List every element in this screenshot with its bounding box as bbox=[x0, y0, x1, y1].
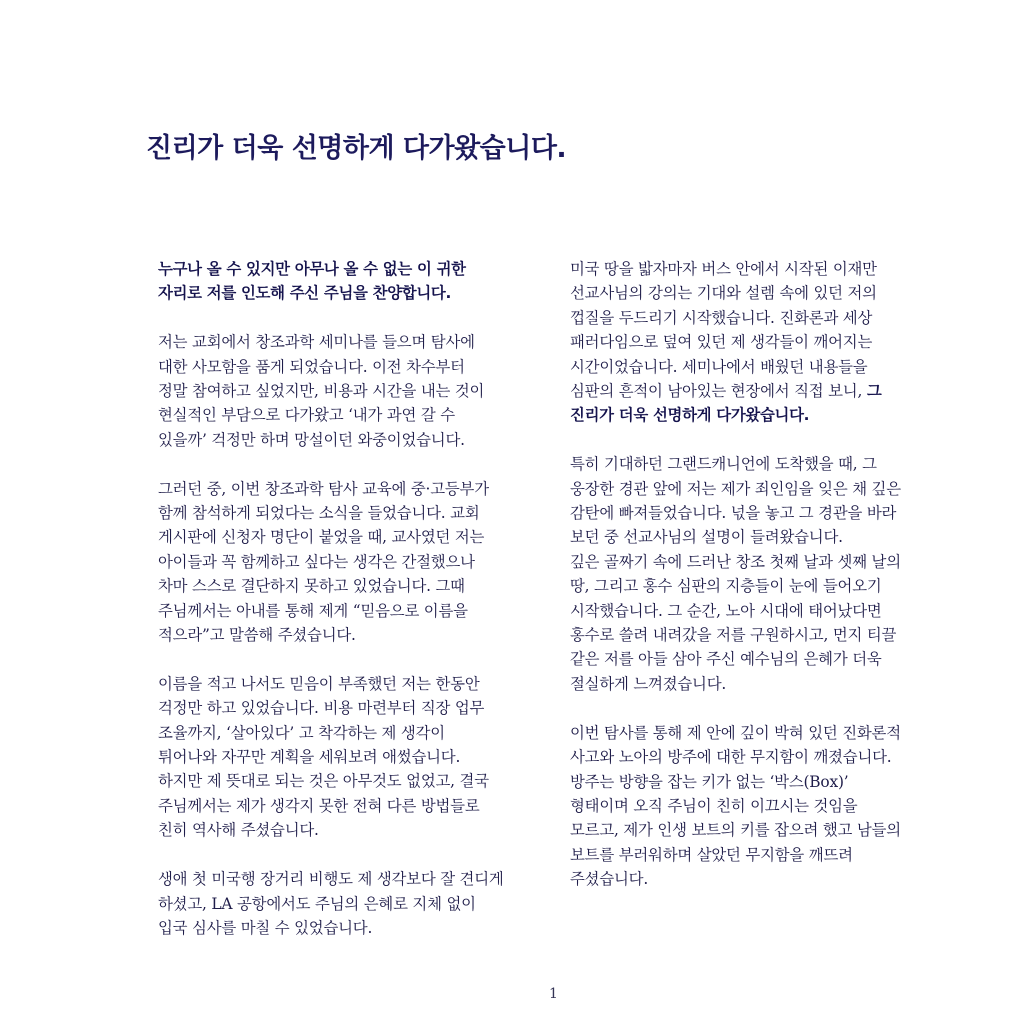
body-paragraph bbox=[158, 672, 553, 843]
body-paragraph bbox=[158, 867, 553, 940]
text-line: 친히 역사해 주셨습니다. bbox=[158, 821, 319, 840]
text-line: 사고와 노아의 방주에 대한 무지함이 깨졌습니다. bbox=[570, 748, 892, 767]
text-line: 절실하게 느껴졌습니다. bbox=[570, 674, 727, 693]
text-line: 주님께서는 아내를 통해 제게 “믿음으로 이름을 bbox=[158, 601, 468, 620]
text-line: 튀어나와 자꾸만 계획을 세워보려 애썼습니다. bbox=[158, 748, 461, 767]
text-line: 이번 탐사를 통해 제 안에 깊이 박혀 있던 진화론적 bbox=[570, 723, 901, 742]
text-line: 보던 중 선교사님의 설명이 들려왔습니다. bbox=[570, 528, 843, 547]
text-line: 조율까지, ‘살아있다’ 고 착각하는 제 생각이 bbox=[158, 723, 445, 742]
text-line: 패러다임으로 덮여 있던 제 생각들이 깨어지는 bbox=[570, 333, 873, 352]
text-line: 웅장한 경관 앞에 저는 제가 죄인임을 잊은 채 깊은 bbox=[570, 479, 901, 498]
right-column bbox=[570, 257, 965, 892]
text-segment: 심판의 흔적이 남아있는 현장에서 직접 보니, bbox=[570, 382, 867, 401]
text-line: 함께 참석하게 되었다는 소식을 들었습니다. 교회 bbox=[158, 504, 480, 523]
intro-line: 누구나 올 수 있지만 아무나 올 수 없는 이 귀한 bbox=[158, 260, 466, 278]
text-line: 하지만 제 뜻대로 되는 것은 아무것도 없었고, 결국 bbox=[158, 772, 489, 791]
text-line: 대한 사모함을 품게 되었습니다. 이전 차수부터 bbox=[158, 357, 465, 376]
text-line: 보트를 부러워하며 살았던 무지함을 깨뜨려 bbox=[570, 845, 853, 864]
text-line bbox=[570, 379, 965, 403]
text-line: 주님께서는 제가 생각지 못한 전혀 다른 방법들로 bbox=[158, 796, 480, 815]
text-line: 형태이며 오직 주님이 친히 이끄시는 것임을 bbox=[570, 796, 858, 815]
body-paragraph bbox=[158, 477, 553, 648]
text-line: 땅, 그리고 홍수 심판의 지층들이 눈에 들어오기 bbox=[570, 577, 882, 596]
page-title: 진리가 더욱 선명하게 다가왔습니다. bbox=[146, 133, 567, 164]
body-paragraph bbox=[570, 257, 965, 428]
text-line: 그러던 중, 이번 창조과학 탐사 교육에 중·고등부가 bbox=[158, 479, 489, 498]
text-line: 홍수로 쓸려 내려갔을 저를 구원하시고, 먼지 티끌 bbox=[570, 626, 897, 645]
text-line: 차마 스스로 결단하지 못하고 있었습니다. 그때 bbox=[158, 577, 465, 596]
text-line: 저는 교회에서 창조과학 세미나를 들으며 탐사에 bbox=[158, 333, 475, 352]
text-line: 있을까’ 걱정만 하며 망설이던 와중이었습니다. bbox=[158, 430, 465, 449]
text-line: 입국 심사를 마칠 수 있었습니다. bbox=[158, 918, 373, 937]
text-line: 정말 참여하고 싶었지만, 비용과 시간을 내는 것이 bbox=[158, 382, 485, 401]
left-column bbox=[158, 257, 553, 940]
text-line: 생애 첫 미국행 장거리 비행도 제 생각보다 잘 견디게 bbox=[158, 870, 504, 889]
text-line: 하셨고, LA 공항에서도 주님의 은혜로 지체 없이 bbox=[158, 894, 476, 913]
text-line: 아이들과 꼭 함께하고 싶다는 생각은 간절했으나 bbox=[158, 552, 475, 571]
body-paragraph bbox=[570, 452, 965, 696]
text-line: 이름을 적고 나서도 믿음이 부족했던 저는 한동안 bbox=[158, 674, 480, 693]
text-line: 감탄에 빠져들었습니다. 넋을 놓고 그 경관을 바라 bbox=[570, 504, 897, 523]
text-line: 특히 기대하던 그랜드캐니언에 도착했을 때, 그 bbox=[570, 455, 877, 474]
text-line: 적으라”고 말씀해 주셨습니다. bbox=[158, 626, 356, 645]
body-paragraph bbox=[158, 330, 553, 452]
highlight-line: 진리가 더욱 선명하게 다가왔습니다. bbox=[570, 406, 810, 425]
text-line: 걱정만 하고 있었습니다. 비용 마련부터 직장 업무 bbox=[158, 699, 485, 718]
text-line: 방주는 방향을 잡는 키가 없는 ‘박스(Box)’ bbox=[570, 772, 849, 791]
text-line: 선교사님의 강의는 기대와 설렘 속에 있던 저의 bbox=[570, 284, 877, 303]
intro-line: 자리로 저를 인도해 주신 주님을 찬양합니다. bbox=[158, 284, 452, 303]
highlight-text: 그 bbox=[866, 382, 882, 401]
text-line: 껍질을 두드리기 시작했습니다. 진화론과 세상 bbox=[570, 308, 873, 327]
text-line: 현실적인 부담으로 다가왔고 ‘내가 과연 갈 수 bbox=[158, 406, 455, 425]
text-line: 깊은 골짜기 속에 드러난 창조 첫째 날과 셋째 날의 bbox=[570, 552, 901, 571]
text-line: 시작했습니다. 그 순간, 노아 시대에 태어났다면 bbox=[570, 601, 882, 620]
text-line: 게시판에 신청자 명단이 붙었을 때, 교사였던 저는 bbox=[158, 528, 485, 547]
text-line: 주셨습니다. bbox=[570, 870, 649, 889]
intro-paragraph bbox=[158, 257, 553, 306]
text-line: 같은 저를 아들 삼아 주신 예수님의 은혜가 더욱 bbox=[570, 650, 882, 669]
text-line: 시간이었습니다. 세미나에서 배웠던 내용들을 bbox=[570, 357, 868, 376]
page-number: 1 bbox=[549, 986, 558, 1002]
text-line: 모르고, 제가 인생 보트의 키를 잡으려 했고 남들의 bbox=[570, 821, 901, 840]
text-line: 미국 땅을 밟자마자 버스 안에서 시작된 이재만 bbox=[570, 260, 877, 278]
body-paragraph bbox=[570, 721, 965, 892]
